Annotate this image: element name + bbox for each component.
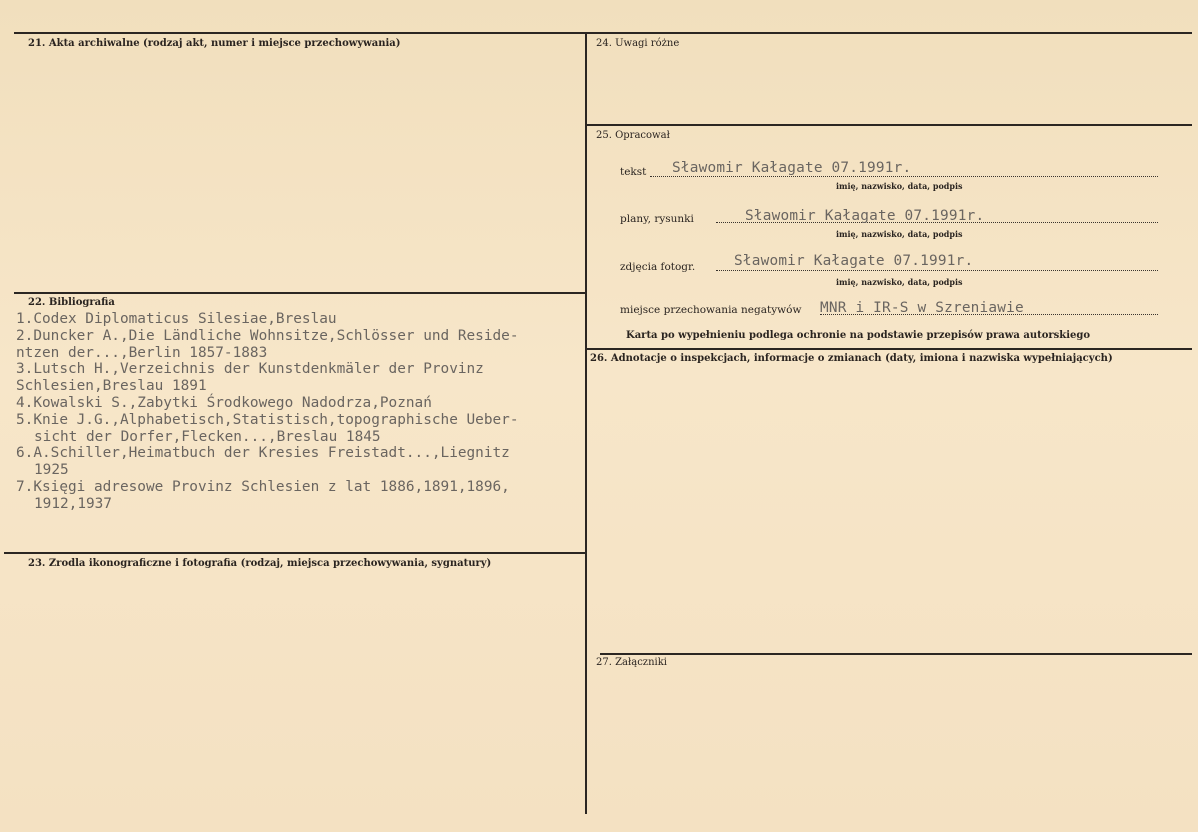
- bibliography-line: 5.Knie J.G.,Alphabetisch,Statistisch,topographische Ueber-: [16, 411, 519, 428]
- section-23-heading: 23. Zrodla ikonograficzne i fotografia (rodzaj, miejsca przechowywania, sygnatury): [28, 558, 492, 569]
- bibliography-line: 1.Codex Diplomaticus Silesiae,Breslau: [16, 311, 337, 327]
- copyright-note: Karta po wypełnieniu podlega ochronie na podstawie przepisów prawa autorskiego: [626, 330, 1091, 341]
- bibliography-line: 2.Duncker A.,Die Ländliche Wohnsitze,Schlösser und Reside-: [16, 327, 519, 344]
- bibliography-line: Schlesien,Breslau 1891: [16, 378, 207, 395]
- tekst-label: tekst: [620, 166, 647, 178]
- divider-25-26: [586, 348, 1192, 350]
- section-24-heading: 24. Uwagi różne: [596, 38, 680, 49]
- section-27-heading: 27. Załączniki: [596, 657, 667, 668]
- divider-22-23: [4, 552, 586, 554]
- bibliography-line: 3.Lutsch H.,Verzeichnis der Kunstdenkmäler der Provinz: [16, 361, 484, 378]
- bibliography-line: sicht der Dorfer,Flecken...,Breslau 1845: [34, 428, 381, 445]
- tekst-dotted-line: [650, 176, 1158, 177]
- tekst-caption: imię, nazwisko, data, podpis: [836, 181, 963, 191]
- section-26-heading: 26. Adnotacje o inspekcjach, informacje o zmianach (daty, imiona i nazwiska wypełniających): [590, 353, 1113, 364]
- zdjecia-label: zdjęcia fotogr.: [620, 261, 696, 273]
- bibliography-line: 6.A.Schiller,Heimatbuch der Kresies Freistadt...,Liegnitz: [16, 445, 510, 462]
- section-22-heading: 22. Bibliografia: [28, 297, 115, 308]
- zdjecia-dotted-line: [716, 270, 1158, 271]
- plany-label: plany, rysunki: [620, 213, 694, 225]
- bibliography-line: 4.Kowalski S.,Zabytki Środkowego Nadodrza,Poznań: [16, 394, 432, 411]
- top-rule: [14, 32, 1192, 34]
- section-25-heading: 25. Opracował: [596, 130, 670, 141]
- negatywy-value: MNR i IR-S w Szreniawie: [820, 300, 1024, 316]
- divider-26-27: [600, 653, 1192, 655]
- section-21-heading: 21. Akta archiwalne (rodzaj akt, numer i miejsce przechowywania): [28, 38, 401, 49]
- bibliography-line: 1925: [34, 462, 69, 479]
- bibliography-line: 7.Księgi adresowe Provinz Schlesien z lat 1886,1891,1896,: [16, 478, 510, 495]
- bibliography-line: ntzen der...,Berlin 1857-1883: [16, 344, 268, 361]
- zdjecia-caption: imię, nazwisko, data, podpis: [836, 277, 963, 287]
- zdjecia-value: Sławomir Kałagate 07.1991r.: [734, 253, 974, 269]
- divider-21-22: [14, 292, 586, 294]
- tekst-value: Sławomir Kałagate 07.1991r.: [672, 160, 912, 176]
- negatywy-label: miejsce przechowania negatywów: [620, 304, 802, 316]
- bibliography-list: [16, 311, 596, 513]
- plany-value: Sławomir Kałagate 07.1991r.: [745, 208, 985, 224]
- plany-caption: imię, nazwisko, data, podpis: [836, 229, 963, 239]
- bibliography-line: 1912,1937: [34, 495, 112, 512]
- divider-24-25: [586, 124, 1192, 126]
